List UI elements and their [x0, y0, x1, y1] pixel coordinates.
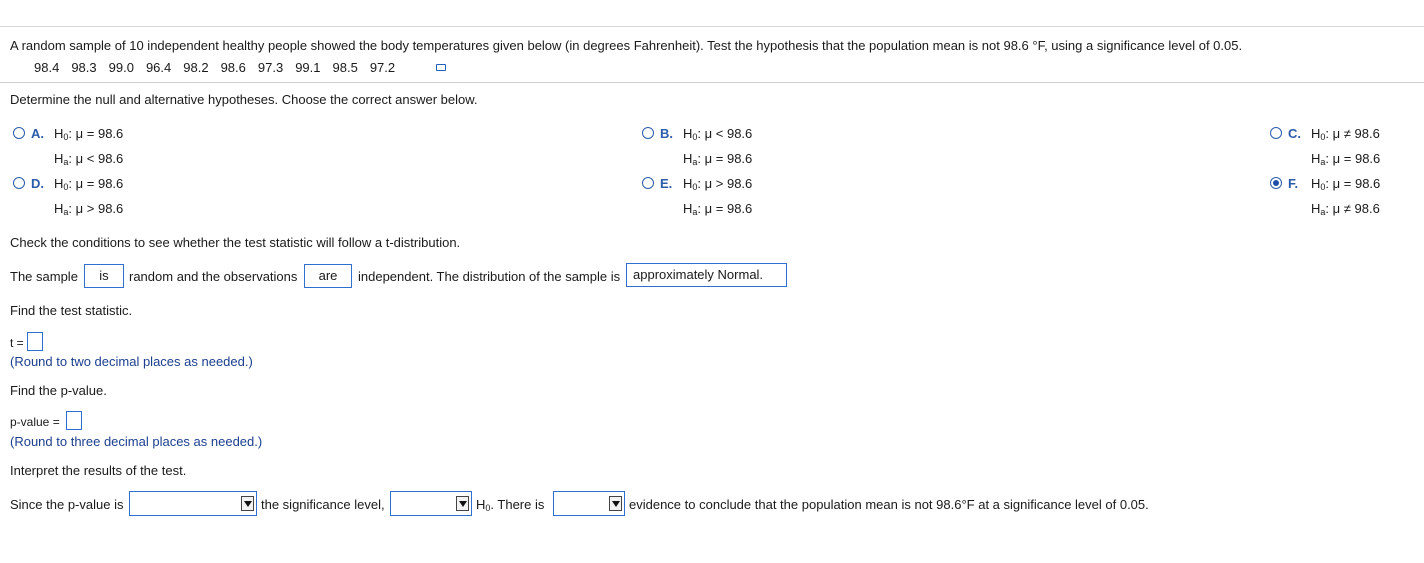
data-value: 97.3 — [257, 60, 284, 75]
q5-h0-text: $H_0$. There is — [476, 497, 545, 513]
t-label: t = — [10, 336, 24, 350]
option-c-letter: C. — [1288, 126, 1301, 141]
chevron-down-icon[interactable] — [609, 496, 622, 511]
table-copy-icon[interactable] — [436, 64, 446, 71]
q5-text-1: Since the p-value is — [10, 497, 124, 512]
p-value-hint: (Round to three decimal places as needed.) — [10, 434, 263, 449]
q5-prompt: Interpret the results of the test. — [10, 463, 187, 478]
chevron-down-icon[interactable] — [241, 496, 254, 511]
data-value: 96.4 — [145, 60, 172, 75]
option-f-letter: F. — [1288, 176, 1299, 191]
option-d-radio[interactable] — [13, 177, 25, 189]
option-d-letter: D. — [31, 176, 44, 191]
option-b-letter: B. — [660, 126, 673, 141]
data-value: 98.4 — [34, 60, 60, 75]
option-b-hypotheses: $H_0$: μ < 98.6 $H_a$: μ = 98.6 — [683, 126, 753, 167]
option-f-radio[interactable] — [1270, 177, 1282, 189]
p-value-label: p-value = — [10, 415, 60, 429]
data-value: 97.2 — [369, 60, 396, 75]
data-values — [34, 60, 407, 75]
data-value: 98.6 — [220, 60, 246, 75]
option-c-radio[interactable] — [1270, 127, 1282, 139]
p-value-input[interactable] — [66, 411, 82, 430]
option-a-hypotheses: $H_0$: μ = 98.6 $H_a$: μ < 98.6 — [54, 126, 124, 167]
option-e-radio[interactable] — [642, 177, 654, 189]
data-value: 98.3 — [71, 60, 97, 75]
q2-text-2: random and the observations — [129, 269, 298, 284]
q2-prompt: Check the conditions to see whether the test statistic will follow a t-distribution. — [10, 235, 461, 250]
problem-text: A random sample of 10 independent healthy people showed the body temperatures given below (in degrees Fahrenheit). Test the hypothesis that the population mean is not 98.6 °F, using a significance level of 0.05. — [10, 38, 1243, 53]
q5-text-2: the significance level, — [261, 497, 385, 512]
q2-text-3: independent. The distribution of the sample is — [358, 269, 621, 284]
data-value: 99.0 — [108, 60, 134, 75]
t-hint: (Round to two decimal places as needed.) — [10, 354, 253, 369]
data-value: 98.2 — [183, 60, 209, 75]
sample-random-answer-box[interactable]: is — [84, 264, 124, 288]
top-divider — [0, 26, 1424, 27]
decision-dropdown[interactable] — [390, 491, 472, 516]
p-value-comparison-dropdown[interactable] — [129, 491, 257, 516]
option-d-hypotheses: $H_0$: μ = 98.6 $H_a$: μ > 98.6 — [54, 176, 124, 217]
section-divider — [0, 82, 1424, 83]
data-value: 98.5 — [332, 60, 358, 75]
chevron-down-icon[interactable] — [456, 496, 469, 511]
data-value: 99.1 — [295, 60, 321, 75]
observations-independent-answer-box[interactable]: are — [304, 264, 352, 288]
option-f-hypotheses: $H_0$: μ = 98.6 $H_a$: μ ≠ 98.6 — [1311, 176, 1381, 217]
q4-prompt: Find the p-value. — [10, 383, 107, 398]
q2-text-1: The sample — [10, 269, 78, 284]
t-statistic-input[interactable] — [27, 332, 43, 351]
option-e-letter: E. — [660, 176, 673, 191]
option-c-hypotheses: $H_0$: μ ≠ 98.6 $H_a$: μ = 98.6 — [1311, 126, 1381, 167]
option-a-letter: A. — [31, 126, 44, 141]
option-a-radio[interactable] — [13, 127, 25, 139]
q3-prompt: Find the test statistic. — [10, 303, 133, 318]
q5-text-4: evidence to conclude that the population mean is not 98.6°F at a significance level of 0.05. — [629, 497, 1149, 512]
distribution-answer-box[interactable]: approximately Normal. — [626, 263, 787, 287]
evidence-dropdown[interactable] — [553, 491, 625, 516]
option-b-radio[interactable] — [642, 127, 654, 139]
option-e-hypotheses: $H_0$: μ > 98.6 $H_a$: μ = 98.6 — [683, 176, 753, 217]
q1-prompt: Determine the null and alternative hypotheses. Choose the correct answer below. — [10, 92, 478, 107]
